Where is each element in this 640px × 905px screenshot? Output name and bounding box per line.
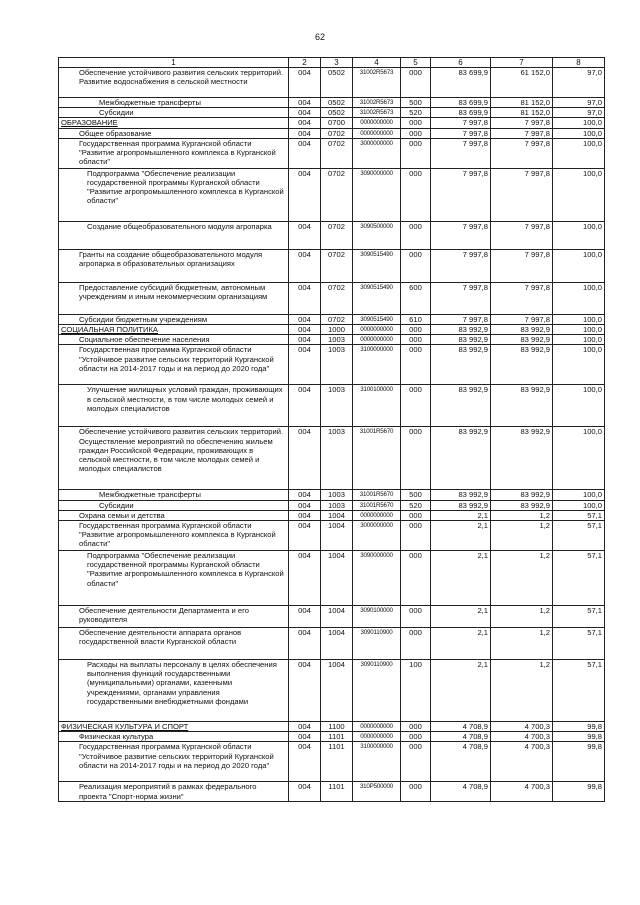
executed-amount-cell: 1,2 [491,628,553,660]
table-row [59,128,605,138]
section-code-cell: 0702 [321,138,353,168]
executed-amount-cell: 7 997,8 [491,118,553,128]
percent-cell: 99,8 [553,742,605,782]
target-article-cell: 3000000000 [353,521,401,551]
section-code-cell: 0702 [321,128,353,138]
target-article-cell: 31001R5670 [353,427,401,490]
planned-amount-cell: 7 997,8 [431,128,491,138]
executed-amount-cell: 83 992,9 [491,385,553,427]
planned-amount-cell: 7 997,8 [431,282,491,314]
section-code-cell: 1004 [321,521,353,551]
row-name-cell: Социальное обеспечение населения [59,335,289,345]
row-name-cell: Предоставление субсидий бюджетным, автономным учреждениям и иным некоммерческим организациям [59,282,289,314]
ministry-code-cell: 004 [289,521,321,551]
table-row [59,732,605,742]
planned-amount-cell: 2,1 [431,521,491,551]
planned-amount-cell: 7 997,8 [431,249,491,282]
executed-amount-cell: 7 997,8 [491,221,553,249]
percent-cell: 100,0 [553,335,605,345]
table-row [59,138,605,168]
section-code-cell: 1003 [321,490,353,500]
planned-amount-cell: 2,1 [431,606,491,628]
budget-table [58,57,605,802]
executed-amount-cell: 7 997,8 [491,138,553,168]
target-article-cell: 31001R5670 [353,490,401,500]
target-article-cell: 31002R5673 [353,68,401,98]
section-code-cell: 0702 [321,221,353,249]
expense-type-cell: 000 [401,345,431,385]
planned-amount-cell: 7 997,8 [431,168,491,221]
expense-type-cell: 000 [401,606,431,628]
row-name-cell: Создание общеобразовательного модуля агропарка [59,221,289,249]
section-code-cell: 1003 [321,427,353,490]
expense-type-cell: 000 [401,325,431,335]
percent-cell: 100,0 [553,221,605,249]
expense-type-cell: 000 [401,128,431,138]
table-row [59,68,605,98]
section-code-cell: 0502 [321,68,353,98]
table-row [59,345,605,385]
percent-cell: 100,0 [553,249,605,282]
expense-type-cell: 000 [401,742,431,782]
section-code-cell: 0702 [321,249,353,282]
executed-amount-cell: 83 992,9 [491,325,553,335]
ministry-code-cell: 004 [289,732,321,742]
target-article-cell: 3090110900 [353,660,401,722]
table-row [59,249,605,282]
percent-cell: 100,0 [553,138,605,168]
table-row [59,782,605,802]
ministry-code-cell: 004 [289,168,321,221]
ministry-code-cell: 004 [289,427,321,490]
target-article-cell: 0000000000 [353,335,401,345]
expense-type-cell: 000 [401,510,431,520]
target-article-cell: 3100000000 [353,345,401,385]
planned-amount-cell: 83 699,9 [431,108,491,118]
table-row [59,325,605,335]
ministry-code-cell: 004 [289,782,321,802]
percent-cell: 100,0 [553,500,605,510]
executed-amount-cell: 83 992,9 [491,345,553,385]
executed-amount-cell: 7 997,8 [491,128,553,138]
table-row [59,118,605,128]
executed-amount-cell: 1,2 [491,551,553,606]
section-code-cell: 1004 [321,660,353,722]
row-name-cell: Государственная программа Курганской области "Устойчивое развитие сельских территорий Курганской области на 2014-2017 годы и на период до 2020 года" [59,345,289,385]
executed-amount-cell: 83 992,9 [491,500,553,510]
executed-amount-cell: 83 992,9 [491,427,553,490]
table-row [59,335,605,345]
planned-amount-cell: 83 992,9 [431,500,491,510]
table-row [59,660,605,722]
section-code-cell: 1004 [321,510,353,520]
ministry-code-cell: 004 [289,345,321,385]
percent-cell: 100,0 [553,128,605,138]
table-row [59,521,605,551]
ministry-code-cell: 004 [289,660,321,722]
expense-type-cell: 000 [401,221,431,249]
table-row [59,500,605,510]
table-row [59,722,605,732]
planned-amount-cell: 2,1 [431,510,491,520]
executed-amount-cell: 4 700,3 [491,722,553,732]
executed-amount-cell: 7 997,8 [491,282,553,314]
table-row [59,742,605,782]
table-row [59,490,605,500]
percent-cell: 100,0 [553,314,605,324]
target-article-cell: 3090110900 [353,628,401,660]
section-code-cell: 1003 [321,335,353,345]
section-code-cell: 0702 [321,168,353,221]
ministry-code-cell: 004 [289,282,321,314]
target-article-cell: 3090515490 [353,249,401,282]
expense-type-cell: 500 [401,98,431,108]
percent-cell: 99,8 [553,782,605,802]
ministry-code-cell: 004 [289,628,321,660]
executed-amount-cell: 4 700,3 [491,732,553,742]
column-header: 3 [321,58,353,68]
table-row [59,282,605,314]
section-code-cell: 1004 [321,628,353,660]
row-name-cell: СОЦИАЛЬНАЯ ПОЛИТИКА [59,325,289,335]
expense-type-cell: 520 [401,108,431,118]
row-name-cell: Обеспечение устойчивого развития сельских территорий. Развитие водоснабжения в сельской местности [59,68,289,98]
row-name-cell: Общее образование [59,128,289,138]
row-name-cell: Расходы на выплаты персоналу в целях обеспечения выполнения функций государственными (муниципальными) органами, казенными учреждениями, органами управления государственными внебюджетными фондами [59,660,289,722]
column-header: 2 [289,58,321,68]
expense-type-cell: 500 [401,490,431,500]
row-name-cell: Государственная программа Курганской области "Развитие агропромышленного комплекса в Курганской области" [59,138,289,168]
ministry-code-cell: 004 [289,314,321,324]
executed-amount-cell: 4 700,3 [491,742,553,782]
percent-cell: 100,0 [553,385,605,427]
row-name-cell: Подпрограмма "Обеспечение реализации государственной программы Курганской области "Развитие агропромышленного комплекса в Курганской области" [59,168,289,221]
target-article-cell: 0000000000 [353,325,401,335]
ministry-code-cell: 004 [289,500,321,510]
ministry-code-cell: 004 [289,325,321,335]
column-header: 7 [491,58,553,68]
percent-cell: 57,1 [553,660,605,722]
section-code-cell: 1003 [321,385,353,427]
row-name-cell: Физическая культура [59,732,289,742]
section-code-cell: 0502 [321,108,353,118]
column-number-header-row [59,58,605,68]
executed-amount-cell: 1,2 [491,660,553,722]
executed-amount-cell: 7 997,8 [491,168,553,221]
executed-amount-cell: 81 152,0 [491,108,553,118]
planned-amount-cell: 83 992,9 [431,427,491,490]
target-article-cell: 3090515490 [353,314,401,324]
row-name-cell: Субсидии бюджетным учреждениям [59,314,289,324]
planned-amount-cell: 83 992,9 [431,385,491,427]
target-article-cell: 31002R5673 [353,108,401,118]
percent-cell: 100,0 [553,427,605,490]
executed-amount-cell: 83 992,9 [491,335,553,345]
percent-cell: 99,8 [553,732,605,742]
planned-amount-cell: 83 992,9 [431,325,491,335]
executed-amount-cell: 7 997,8 [491,249,553,282]
expense-type-cell: 520 [401,500,431,510]
executed-amount-cell: 61 152,0 [491,68,553,98]
percent-cell: 100,0 [553,325,605,335]
table-row [59,385,605,427]
percent-cell: 99,8 [553,722,605,732]
column-header: 1 [59,58,289,68]
row-name-cell: Обеспечение деятельности Департамента и его руководителя [59,606,289,628]
executed-amount-cell: 4 700,3 [491,782,553,802]
table-row [59,108,605,118]
planned-amount-cell: 2,1 [431,551,491,606]
ministry-code-cell: 004 [289,510,321,520]
row-name-cell: Обеспечение устойчивого развития сельских территорий. Осуществление мероприятий по обеспечению жильем граждан Российской Федерации, проживающих в сельской местности, в том числе молодых семей и молодых специалистов [59,427,289,490]
ministry-code-cell: 004 [289,385,321,427]
planned-amount-cell: 4 708,9 [431,782,491,802]
row-name-cell: Гранты на создание общеобразовательного модуля агропарка в образовательных организациях [59,249,289,282]
percent-cell: 100,0 [553,345,605,385]
section-code-cell: 1101 [321,782,353,802]
planned-amount-cell: 4 708,9 [431,742,491,782]
row-name-cell: Улучшение жилищных условий граждан, проживающих в сельской местности, в том числе молодых семей и молодых специалистов [59,385,289,427]
target-article-cell: 0000000000 [353,732,401,742]
expense-type-cell: 000 [401,385,431,427]
planned-amount-cell: 83 992,9 [431,345,491,385]
ministry-code-cell: 004 [289,118,321,128]
percent-cell: 100,0 [553,282,605,314]
expense-type-cell: 000 [401,168,431,221]
row-name-cell: Охрана семьи и детства [59,510,289,520]
percent-cell: 100,0 [553,168,605,221]
planned-amount-cell: 2,1 [431,628,491,660]
section-code-cell: 1004 [321,551,353,606]
expense-type-cell: 000 [401,722,431,732]
expense-type-cell: 600 [401,282,431,314]
planned-amount-cell: 7 997,8 [431,118,491,128]
target-article-cell: 0000000000 [353,510,401,520]
ministry-code-cell: 004 [289,490,321,500]
planned-amount-cell: 7 997,8 [431,221,491,249]
target-article-cell: 3090500000 [353,221,401,249]
planned-amount-cell: 4 708,9 [431,722,491,732]
expense-type-cell: 000 [401,138,431,168]
row-name-cell: ОБРАЗОВАНИЕ [59,118,289,128]
row-name-cell: Государственная программа Курганской области "Устойчивое развитие сельских территорий Курганской области на 2014-2017 годы и на период до 2020 года" [59,742,289,782]
row-name-cell: Межбюджетные трансферты [59,98,289,108]
section-code-cell: 1000 [321,325,353,335]
section-code-cell: 0502 [321,98,353,108]
target-article-cell: 310P500000 [353,782,401,802]
column-header: 5 [401,58,431,68]
planned-amount-cell: 7 997,8 [431,138,491,168]
table-row [59,427,605,490]
expense-type-cell: 000 [401,782,431,802]
section-code-cell: 0700 [321,118,353,128]
executed-amount-cell: 83 992,9 [491,490,553,500]
target-article-cell: 3100000000 [353,742,401,782]
percent-cell: 100,0 [553,118,605,128]
table-row [59,551,605,606]
target-article-cell: 31002R5673 [353,98,401,108]
executed-amount-cell: 1,2 [491,521,553,551]
ministry-code-cell: 004 [289,221,321,249]
row-name-cell: Государственная программа Курганской области "Развитие агропромышленного комплекса в Курганской области" [59,521,289,551]
expense-type-cell: 000 [401,335,431,345]
table-row [59,628,605,660]
ministry-code-cell: 004 [289,722,321,732]
executed-amount-cell: 1,2 [491,606,553,628]
planned-amount-cell: 83 992,9 [431,335,491,345]
table-row [59,221,605,249]
column-header: 6 [431,58,491,68]
ministry-code-cell: 004 [289,108,321,118]
row-name-cell: Обеспечение деятельности аппарата органов государственной власти Курганской области [59,628,289,660]
column-header: 8 [553,58,605,68]
executed-amount-cell: 1,2 [491,510,553,520]
target-article-cell: 3100100000 [353,385,401,427]
planned-amount-cell: 83 699,9 [431,98,491,108]
row-name-cell: ФИЗИЧЕСКАЯ КУЛЬТУРА И СПОРТ [59,722,289,732]
expense-type-cell: 100 [401,660,431,722]
planned-amount-cell: 7 997,8 [431,314,491,324]
percent-cell: 97,0 [553,98,605,108]
section-code-cell: 0702 [321,282,353,314]
row-name-cell: Межбюджетные трансферты [59,490,289,500]
ministry-code-cell: 004 [289,335,321,345]
target-article-cell: 3090515490 [353,282,401,314]
target-article-cell: 3090100000 [353,606,401,628]
expense-type-cell: 000 [401,521,431,551]
ministry-code-cell: 004 [289,606,321,628]
executed-amount-cell: 81 152,0 [491,98,553,108]
percent-cell: 57,1 [553,510,605,520]
section-code-cell: 1100 [321,722,353,732]
target-article-cell: 3090000000 [353,168,401,221]
table-row [59,606,605,628]
section-code-cell: 1101 [321,742,353,782]
section-code-cell: 1003 [321,500,353,510]
target-article-cell: 3090000000 [353,551,401,606]
ministry-code-cell: 004 [289,128,321,138]
expense-type-cell: 000 [401,118,431,128]
target-article-cell: 0000000000 [353,722,401,732]
percent-cell: 57,1 [553,606,605,628]
percent-cell: 97,0 [553,108,605,118]
expense-type-cell: 000 [401,628,431,660]
ministry-code-cell: 004 [289,742,321,782]
section-code-cell: 1003 [321,345,353,385]
expense-type-cell: 610 [401,314,431,324]
ministry-code-cell: 004 [289,98,321,108]
expense-type-cell: 000 [401,68,431,98]
ministry-code-cell: 004 [289,138,321,168]
expense-type-cell: 000 [401,732,431,742]
table-row [59,510,605,520]
ministry-code-cell: 004 [289,249,321,282]
percent-cell: 57,1 [553,551,605,606]
expense-type-cell: 000 [401,551,431,606]
target-article-cell: 0000000000 [353,128,401,138]
row-name-cell: Субсидии [59,500,289,510]
target-article-cell: 0000000000 [353,118,401,128]
percent-cell: 57,1 [553,521,605,551]
planned-amount-cell: 83 699,9 [431,68,491,98]
section-code-cell: 1004 [321,606,353,628]
section-code-cell: 1101 [321,732,353,742]
planned-amount-cell: 83 992,9 [431,490,491,500]
percent-cell: 97,0 [553,68,605,98]
table-row [59,168,605,221]
planned-amount-cell: 2,1 [431,660,491,722]
table-row [59,314,605,324]
table-row [59,98,605,108]
expense-type-cell: 000 [401,427,431,490]
target-article-cell: 3000000000 [353,138,401,168]
section-code-cell: 0702 [321,314,353,324]
planned-amount-cell: 4 708,9 [431,732,491,742]
page-number: 62 [314,32,325,42]
percent-cell: 57,1 [553,628,605,660]
expense-type-cell: 000 [401,249,431,282]
executed-amount-cell: 7 997,8 [491,314,553,324]
target-article-cell: 31001R5670 [353,500,401,510]
row-name-cell: Подпрограмма "Обеспечение реализации государственной программы Курганской области "Развитие агропромышленного комплекса в Курганской области" [59,551,289,606]
ministry-code-cell: 004 [289,68,321,98]
column-header: 4 [353,58,401,68]
percent-cell: 100,0 [553,490,605,500]
row-name-cell: Реализация мероприятий в рамках федерального проекта "Спорт-норма жизни" [59,782,289,802]
row-name-cell: Субсидии [59,108,289,118]
ministry-code-cell: 004 [289,551,321,606]
